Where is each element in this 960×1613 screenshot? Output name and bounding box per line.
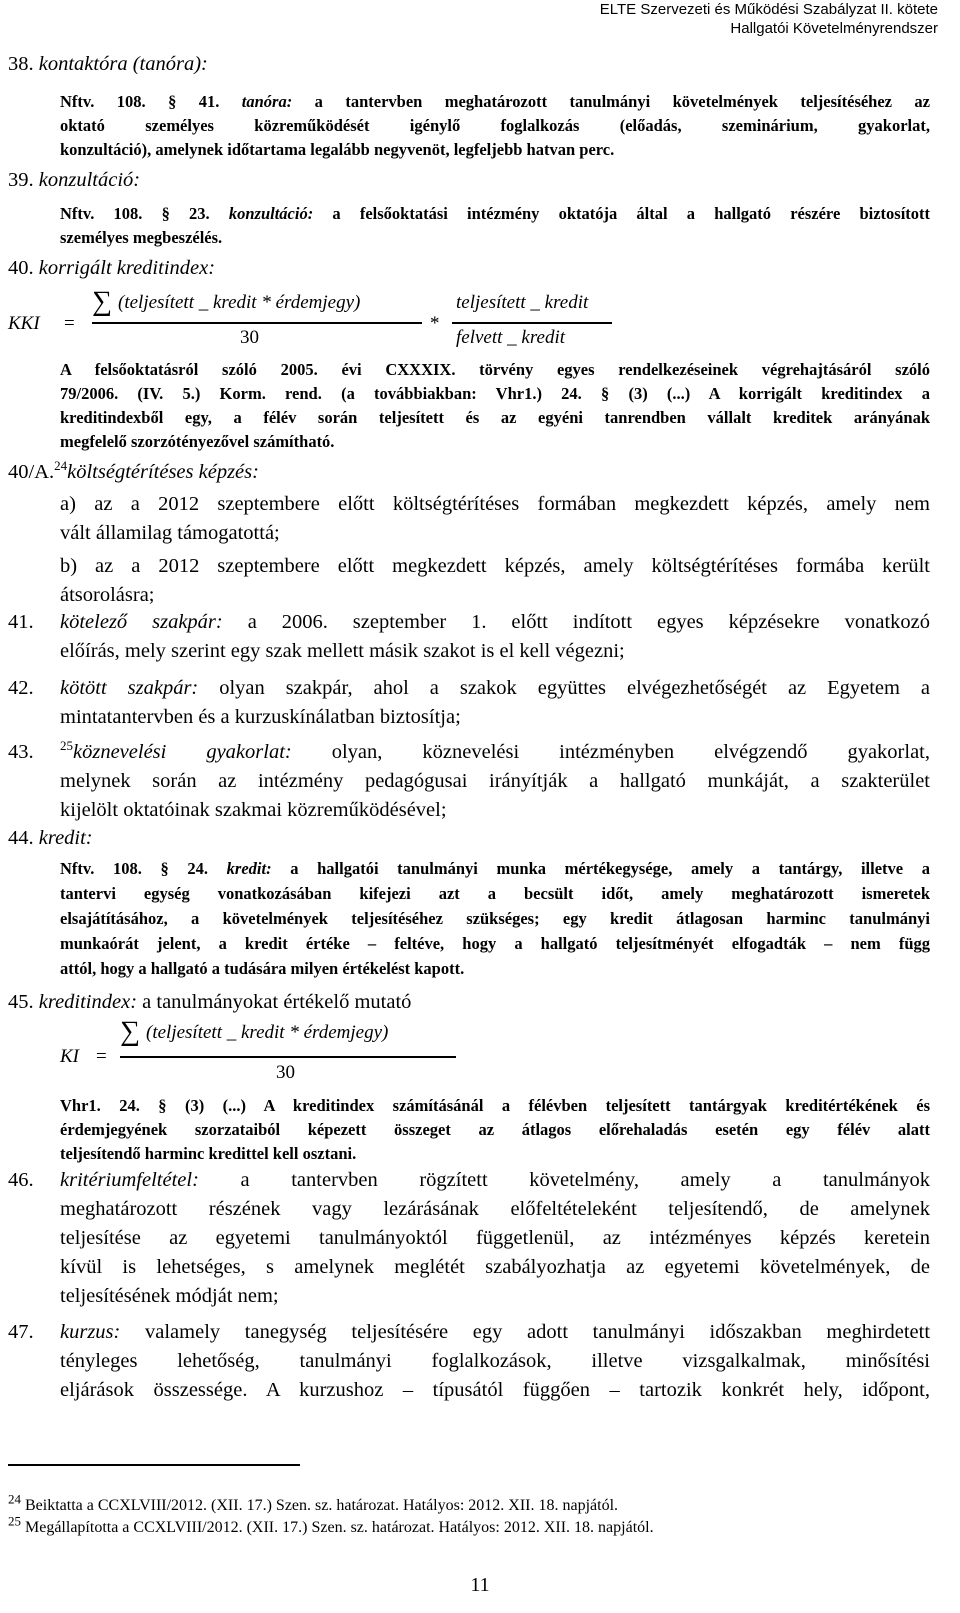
law-term: tanóra: bbox=[241, 92, 293, 111]
item-term: kötött szakpár: bbox=[60, 677, 199, 699]
body-line: a tantervben rögzített követelmény, amely a tanulmányok bbox=[240, 1169, 930, 1191]
item-47-body bbox=[60, 1318, 930, 1405]
law-text-line: elsajátításához, a követelmények teljesítéséhez szükséges; egy kredit átlagosan harminc tanulmányi bbox=[60, 909, 930, 928]
footnote-marker: 25 bbox=[8, 1513, 21, 1529]
formula-equals: = bbox=[64, 313, 75, 334]
item-46-body bbox=[60, 1166, 930, 1311]
item-description: a tanulmányokat értékelő mutató bbox=[142, 991, 412, 1013]
law-text-line: munkaórát jelent, a kredit értéke – feltéve, hogy a hallgató teljesítményét elfogadták – nem függ bbox=[60, 934, 930, 953]
law-text-line: a hallgatói tanulmányi munka mértékegysége, amely a tantárgy, illetve a bbox=[290, 859, 930, 878]
item-number: 40. bbox=[8, 257, 34, 279]
law-quote-44 bbox=[60, 856, 930, 981]
item-term: kontaktóra (tanóra): bbox=[38, 53, 208, 75]
law-text-line: megfelelő szorzótényezővel számítható. bbox=[60, 432, 335, 451]
law-quote-38 bbox=[60, 90, 930, 162]
body-line: vált államilag támogatottá; bbox=[60, 522, 280, 544]
formula-denominator: 30 bbox=[240, 327, 259, 348]
law-reference: Nftv. 108. § 41. bbox=[60, 92, 220, 111]
body-line: a) az a 2012 szeptembere előtt költségtérítéses formában megkezdett képzés, amely nem bbox=[60, 493, 930, 515]
item-term: költségtérítéses képzés: bbox=[67, 461, 259, 483]
item-number: 40/A. bbox=[8, 461, 55, 483]
body-line: valamely tanegység teljesítésére egy adott tanulmányi időszakban meghirdetett bbox=[145, 1321, 931, 1343]
law-term: konzultáció: bbox=[228, 204, 314, 223]
item-42-body bbox=[60, 674, 930, 732]
item-term: korrigált kreditindex: bbox=[38, 257, 216, 279]
item-term: kritériumfeltétel: bbox=[60, 1169, 199, 1191]
law-text-line: érdemjegyének szorzataiból képezett összeget az átlagos előrehaladás esetén egy félév alatt bbox=[60, 1120, 930, 1139]
formula-numerator: (teljesített _ kredit * érdemjegy) bbox=[146, 1022, 389, 1043]
item-number: 45. bbox=[8, 991, 34, 1013]
fraction-bar-2 bbox=[452, 322, 612, 324]
item-39-heading bbox=[8, 166, 140, 194]
footnote-text: Beiktatta a CCXLVIII/2012. (XII. 17.) Szen. sz. határozat. Hatályos: 2012. XII. 18. napjától. bbox=[25, 1497, 619, 1514]
body-line: teljesítésének módját nem; bbox=[60, 1285, 279, 1307]
law-text-line: a felsőoktatási intézmény oktatója által a hallgató részére biztosított bbox=[332, 204, 931, 223]
body-line: átsorolásra; bbox=[60, 584, 155, 606]
footnote-ref: 25 bbox=[60, 738, 73, 754]
header-title: ELTE Szervezeti és Működési Szabályzat II. kötete bbox=[599, 1, 938, 18]
law-text-line: kreditindexből egy, a félév során teljesített és az egyéni tanrendben vállalt kreditek arányának bbox=[60, 408, 930, 427]
body-line: meghatározott részének vagy lezárásának előfeltételeként teljesítendő, de amelynek bbox=[60, 1198, 930, 1220]
law-text-line: tantervi egység vonatkozásában kifejezi azt a becsült időt, amely meghatározott ismeretek bbox=[60, 884, 930, 903]
law-text-line: attól, hogy a hallgató a tudására milyen értékelést kapott. bbox=[60, 959, 465, 978]
law-reference: Nftv. 108. § 23. bbox=[60, 204, 210, 223]
body-line: a 2006. szeptember 1. előtt indított egyes képzésekre vonatkozó bbox=[247, 611, 930, 633]
body-line: tényleges lehetőség, tanulmányi foglalkozások, illetve vizsgalkalmak, minősítési bbox=[60, 1350, 930, 1372]
item-40-heading bbox=[8, 254, 215, 282]
header-subtitle: Hallgatói Követelményrendszer bbox=[730, 20, 938, 37]
footnote-24 bbox=[8, 1491, 619, 1516]
item-40a-heading bbox=[8, 458, 259, 486]
item-number: 46. bbox=[8, 1169, 34, 1191]
law-text-line: 79/2006. (IV. 5.) Korm. rend. (a továbbiakban: Vhr1.) 24. § (3) (...) A korrigált kreditindex a bbox=[60, 384, 930, 403]
item-term: köznevelési gyakorlat: bbox=[73, 741, 292, 763]
law-term: kredit: bbox=[226, 859, 272, 878]
body-line: olyan szakpár, ahol a szakok együttes elvégezhetőségét az Egyetem a bbox=[219, 677, 931, 699]
item-44-heading bbox=[8, 824, 93, 852]
formula-denominator-2: felvett _ kredit bbox=[456, 327, 566, 348]
formula-numerator-2: teljesített _ kredit bbox=[456, 292, 589, 313]
page-number: 11 bbox=[470, 1574, 490, 1596]
item-term: kötelező szakpár: bbox=[60, 611, 223, 633]
body-line: olyan, köznevelési intézményben elvégzendő gyakorlat, bbox=[331, 741, 931, 763]
item-term: kredit: bbox=[38, 827, 93, 849]
law-text-line: konzultáció), amelynek időtartama legalább negyvenöt, legfeljebb hatvan perc. bbox=[60, 140, 615, 159]
item-term: kreditindex: bbox=[38, 991, 138, 1013]
body-line: melynek során az intézmény pedagógusai irányítják a hallgató munkáját, a szakterület bbox=[60, 770, 930, 792]
body-line: kívül is lehetséges, s amelynek meglétét szabályozhatja az egyetemi követelmények, de bbox=[60, 1256, 930, 1278]
body-line: teljesítése az egyetemi tanulmányoktól függetlenül, az intézményes képzés keretein bbox=[60, 1227, 930, 1249]
formula-sum-symbol: ∑ bbox=[92, 286, 112, 317]
formula-denominator: 30 bbox=[276, 1062, 295, 1083]
running-header bbox=[600, 0, 938, 38]
item-number: 38. bbox=[8, 53, 34, 75]
item-number: 41. bbox=[8, 611, 34, 633]
item-number: 47. bbox=[8, 1321, 34, 1343]
body-line: előírás, mely szerint egy szak mellett másik szakot is el kell végezni; bbox=[60, 640, 625, 662]
law-text-line: a tantervben meghatározott tanulmányi követelmények teljesítéséhez az bbox=[314, 92, 930, 111]
item-43-body bbox=[60, 738, 930, 825]
law-quote-40 bbox=[60, 358, 930, 454]
body-line: kijelölt oktatóinak szakmai közreműködésével; bbox=[60, 799, 447, 821]
formula-lhs: KKI bbox=[8, 313, 40, 334]
item-number: 44. bbox=[8, 827, 34, 849]
law-text-line: Vhr1. 24. § (3) (...) A kreditindex számításánál a félévben teljesített tantárgyak kreditértékének és bbox=[60, 1096, 930, 1115]
law-quote-45 bbox=[60, 1094, 930, 1166]
item-number: 39. bbox=[8, 169, 34, 191]
item-number: 43. bbox=[8, 741, 34, 763]
formula-numerator: (teljesített _ kredit * érdemjegy) bbox=[118, 292, 361, 313]
footnote-marker: 24 bbox=[8, 1491, 21, 1507]
item-term: konzultáció: bbox=[38, 169, 141, 191]
formula-sum-symbol: ∑ bbox=[120, 1016, 140, 1047]
law-quote-39 bbox=[60, 202, 930, 250]
formula-times: * bbox=[430, 313, 440, 334]
item-38-heading bbox=[8, 50, 208, 78]
item-number: 42. bbox=[8, 677, 34, 699]
item-45-heading bbox=[8, 988, 411, 1016]
body-line: eljárások összessége. A kurzushoz – típusától függően – tartozik konkrét hely, időpont, bbox=[60, 1379, 930, 1401]
law-reference: Nftv. 108. § 24. bbox=[60, 859, 209, 878]
body-line: b) az a 2012 szeptembere előtt megkezdett képzés, amely költségtérítéses formába került bbox=[60, 555, 930, 577]
item-41-body bbox=[60, 608, 930, 666]
footnote-25 bbox=[8, 1513, 654, 1538]
law-text-line: teljesítendő harminc kredittel kell osztani. bbox=[60, 1144, 357, 1163]
formula-equals: = bbox=[96, 1046, 107, 1067]
law-text-line: A felsőoktatásról szóló 2005. évi CXXXIX. törvény egyes rendelkezéseinek végrehajtásáról szóló bbox=[60, 360, 930, 379]
footnote-ref: 24 bbox=[54, 458, 68, 474]
fraction-bar bbox=[120, 1056, 456, 1058]
formula-lhs: KI bbox=[60, 1046, 79, 1067]
law-text-line: személyes megbeszélés. bbox=[60, 228, 223, 247]
item-term: kurzus: bbox=[60, 1321, 121, 1343]
fraction-bar bbox=[92, 322, 422, 324]
footnote-text: Megállapította a CCXLVIII/2012. (XII. 17.) Szen. sz. határozat. Hatályos: 2012. XII. 18. napjától. bbox=[25, 1519, 654, 1536]
law-text-line: oktató személyes közreműködését igénylő foglalkozás (előadás, szeminárium, gyakorlat, bbox=[60, 116, 930, 135]
item-40a-body bbox=[60, 490, 930, 610]
footnote-divider bbox=[8, 1464, 300, 1466]
body-line: mintatantervben és a kurzuskínálatban biztosítja; bbox=[60, 706, 461, 728]
